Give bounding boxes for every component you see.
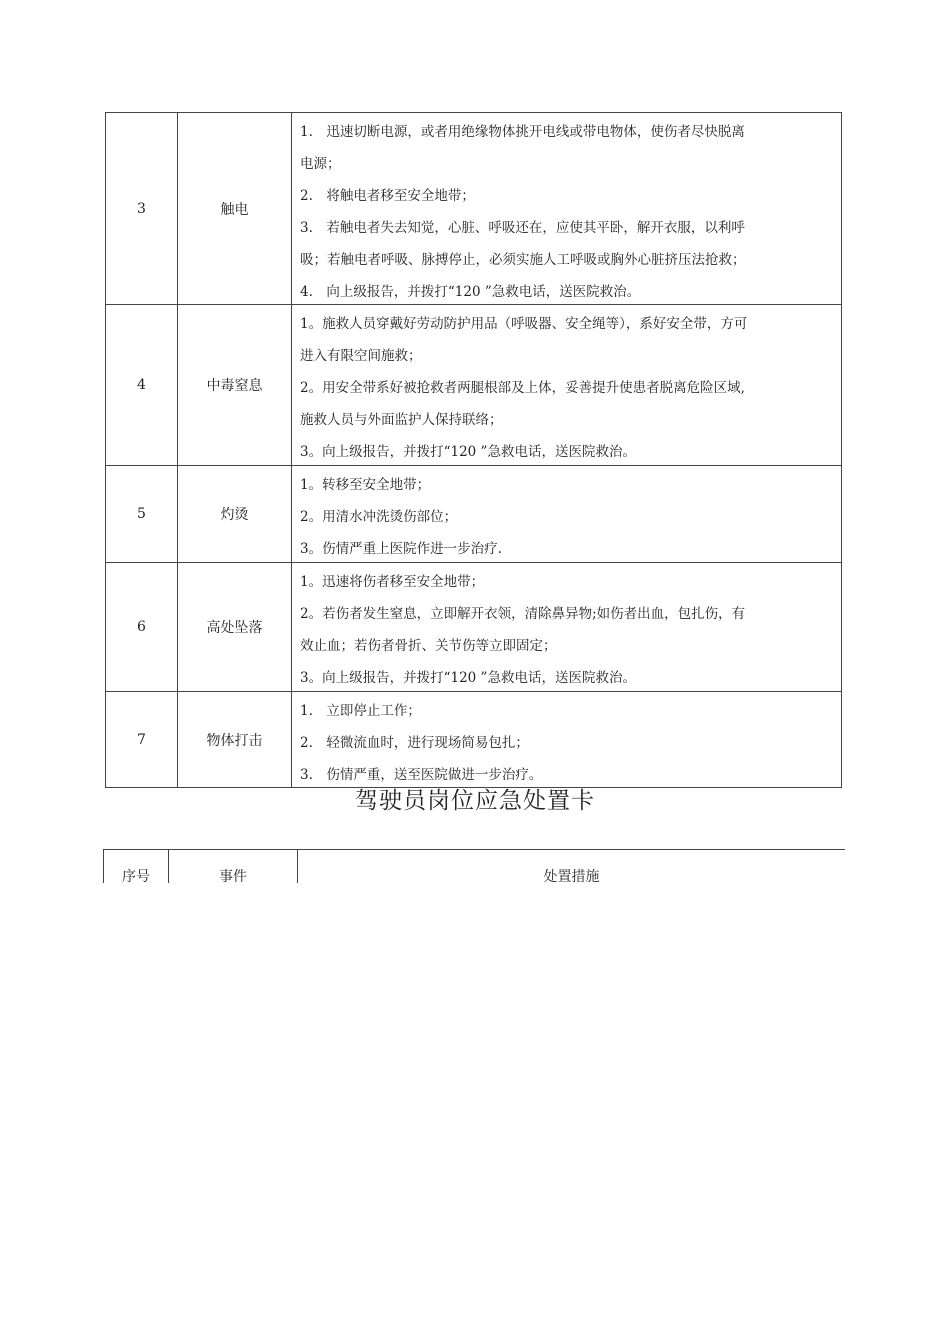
header-num: 序号 xyxy=(104,850,169,884)
measure-line: 吸；若触电者呼吸、脉搏停止，必须实施人工呼吸或胸外心脏挤压法抢救； xyxy=(300,252,746,268)
header-row xyxy=(104,850,846,884)
row-number: 6 xyxy=(106,563,178,692)
header-event: 事件 xyxy=(169,850,298,884)
measure-line: 效止血；若伤者骨折、关节伤等立即固定； xyxy=(300,638,557,654)
row-event: 灼烫 xyxy=(178,466,292,563)
table-row xyxy=(106,466,842,563)
measure-line: 2。若伤者发生窒息，立即解开衣领，清除鼻异物;如伤者出血，包扎伤，有 xyxy=(300,606,746,622)
measure-line: 3. 若触电者失去知觉，心脏、呼吸还在，应使其平卧，解开衣服，以利呼 xyxy=(300,220,745,236)
table-row xyxy=(106,563,842,692)
row-number: 3 xyxy=(106,113,178,305)
header-measure: 处置措施 xyxy=(298,850,846,884)
row-event: 中毒窒息 xyxy=(178,305,292,466)
measure-line: 2. 将触电者移至安全地带； xyxy=(300,188,475,204)
measure-line: 3. 伤情严重，送至医院做进一步治疗。 xyxy=(300,767,543,783)
driver-card-table xyxy=(103,849,845,883)
row-number: 7 xyxy=(106,692,178,788)
measure-line: 进入有限空间施救； xyxy=(300,348,422,364)
row-measures xyxy=(292,466,842,563)
row-measures xyxy=(292,692,842,788)
measure-line: 1. 立即停止工作； xyxy=(300,703,421,719)
measure-line: 3。伤情严重上医院作进一步治疗. xyxy=(300,541,502,557)
row-event: 高处坠落 xyxy=(178,563,292,692)
measure-line: 2。用安全带系好被抢救者两腿根部及上体，妥善提升使患者脱离危险区域, xyxy=(300,380,745,396)
measure-line: 1。施救人员穿戴好劳动防护用品（呼吸器、安全绳等），系好安全带，方可 xyxy=(300,316,748,332)
row-measures xyxy=(292,563,842,692)
measure-line: 1. 迅速切断电源，或者用绝缘物体挑开电线或带电物体，使伤者尽快脱离 xyxy=(300,124,745,140)
measure-line: 2. 轻微流血时，进行现场简易包扎； xyxy=(300,735,529,751)
measure-line: 4. 向上级报告，并拨打“120 ”急救电话，送医院救治。 xyxy=(300,284,641,300)
table-row xyxy=(106,113,842,305)
measure-line: 施救人员与外面监护人保持联络； xyxy=(300,412,503,428)
row-number: 4 xyxy=(106,305,178,466)
table-row xyxy=(106,305,842,466)
measure-line: 3。向上级报告，并拨打“120 ”急救电话，送医院救治。 xyxy=(300,670,636,686)
row-event: 触电 xyxy=(178,113,292,305)
measure-line: 1。转移至安全地带； xyxy=(300,477,431,493)
measure-line: 电源； xyxy=(300,156,341,172)
row-measures xyxy=(292,305,842,466)
measure-line: 2。用清水冲洗烫伤部位； xyxy=(300,509,458,525)
row-number: 5 xyxy=(106,466,178,563)
table-row xyxy=(106,692,842,788)
measure-line: 3。向上级报告，并拨打“120 ”急救电话，送医院救治。 xyxy=(300,444,636,460)
row-event: 物体打击 xyxy=(178,692,292,788)
row-measures xyxy=(292,113,842,305)
measure-line: 1。迅速将伤者移至安全地带； xyxy=(300,574,485,590)
card-title: 驾驶员岗位应急处置卡 xyxy=(355,788,595,814)
emergency-measures-table xyxy=(105,112,842,788)
